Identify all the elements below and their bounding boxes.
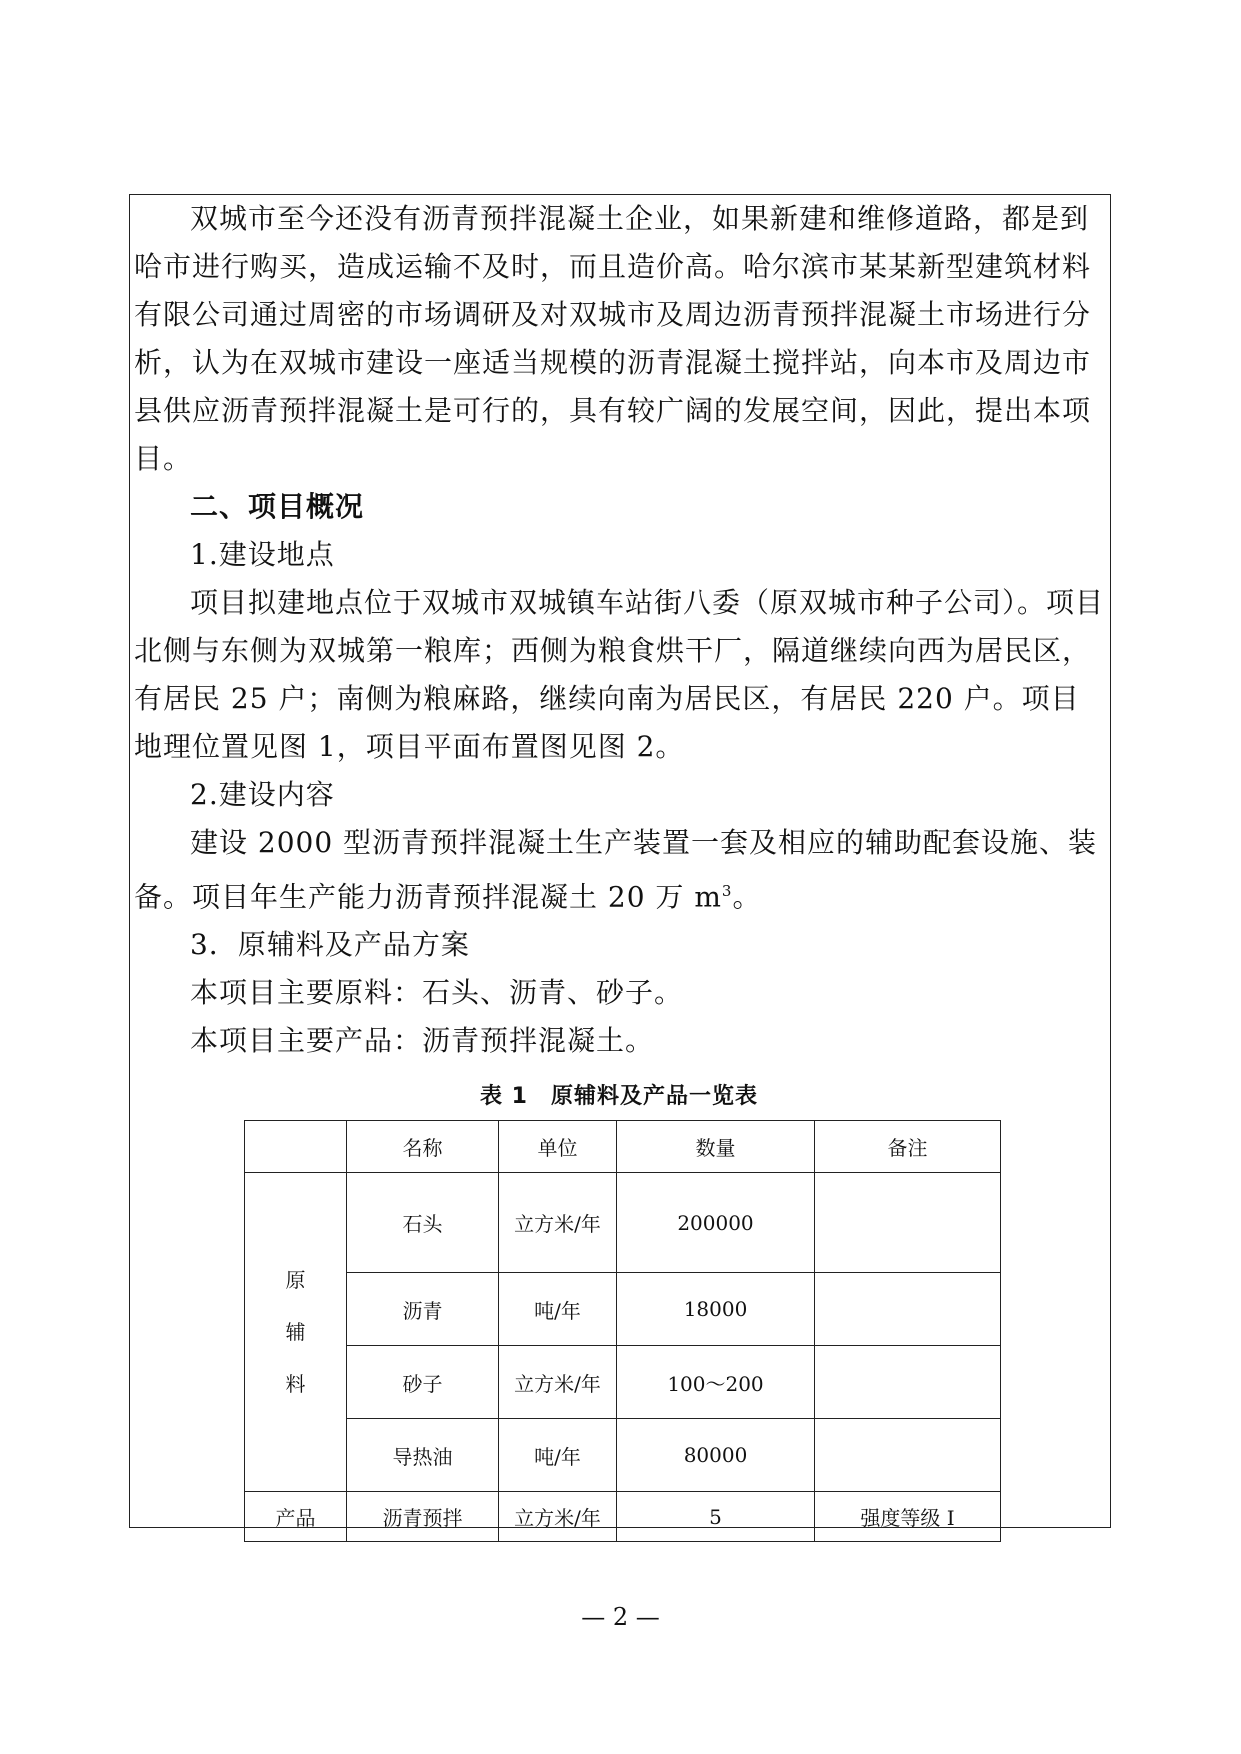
table-cell: 100～200 — [617, 1346, 815, 1419]
table-cell: 吨/年 — [499, 1273, 617, 1346]
table-caption: 表 1 原辅料及产品一览表 — [480, 1084, 758, 1110]
intro-paragraph: 双城市至今还没有沥青预拌混凝土企业，如果新建和维修道路，都是到哈市进行购买，造成运输不及时，而且造价高。哈尔滨市某某新型建筑材料有限公司通过周密的市场调研及对双城市及周边沥青预拌混凝土市场进行分析，认为在双城市建设一座适当规模的沥青混凝土搅拌站，向本市及周边市县供应沥青预拌混凝土是可行的，具有较广阔的发展空间，因此，提出本项目。 — [134, 202, 1092, 475]
table-row — [245, 1346, 1001, 1419]
table-cell: 沥青预拌 — [347, 1492, 499, 1542]
table-cell — [815, 1273, 1001, 1346]
table-cell: 5 — [617, 1492, 815, 1542]
table-cell — [815, 1173, 1001, 1273]
item3-title: 3．原辅料及产品方案 — [190, 928, 470, 962]
table-header-cell: 单位 — [499, 1121, 617, 1173]
raw-material-group-cell — [245, 1173, 347, 1492]
table-header-cell: 备注 — [815, 1121, 1001, 1173]
table-cell: 石头 — [347, 1173, 499, 1273]
products-line: 本项目主要产品：沥青预拌混凝土。 — [190, 1024, 655, 1058]
unit-superscript: 3 — [721, 882, 733, 900]
materials-table — [244, 1120, 1001, 1542]
product-row — [245, 1492, 1001, 1542]
group-char: 辅 — [285, 1320, 306, 1345]
table-cell: 砂子 — [347, 1346, 499, 1419]
table-row — [245, 1273, 1001, 1346]
table-cell: 18000 — [617, 1273, 815, 1346]
table-header-row — [245, 1121, 1001, 1173]
product-group-cell: 产品 — [245, 1492, 347, 1542]
section-heading: 二、项目概况 — [190, 490, 365, 523]
raw-materials-line: 本项目主要原料：石头、沥青、砂子。 — [190, 976, 684, 1010]
group-char: 原 — [285, 1268, 306, 1293]
table-cell: 立方米/年 — [499, 1173, 617, 1273]
page-number: — 2 — — [581, 1603, 660, 1631]
document-body — [134, 195, 1104, 1542]
table-cell: 强度等级 I — [815, 1492, 1001, 1542]
document-frame — [129, 194, 1111, 1531]
table-cell: 200000 — [617, 1173, 815, 1273]
item2-title: 2.建设内容 — [190, 778, 335, 811]
table-cell: 80000 — [617, 1419, 815, 1492]
table-cell: 沥青 — [347, 1273, 499, 1346]
item1-title: 1.建设地点 — [190, 538, 335, 571]
table-cell: 导热油 — [347, 1419, 499, 1492]
table-header-cell — [245, 1121, 347, 1173]
table-cell: 立方米/年 — [499, 1492, 617, 1542]
table-header-cell: 名称 — [347, 1121, 499, 1173]
group-char: 料 — [285, 1372, 306, 1397]
table-row — [245, 1419, 1001, 1492]
table-cell: 吨/年 — [499, 1419, 617, 1492]
table-cell: 立方米/年 — [499, 1346, 617, 1419]
item2-paragraph — [134, 819, 1104, 921]
table-header-cell: 数量 — [617, 1121, 815, 1173]
item1-paragraph: 项目拟建地点位于双城市双城镇车站街八委（原双城市种子公司）。项目北侧与东侧为双城第一粮库；西侧为粮食烘干厂，隔道继续向西为居民区，有居民 25 户；南侧为粮麻路，继续向南为居民区，有居民 220 户。项目地理位置见图 1，项目平面布置图见图 2。 — [134, 586, 1105, 763]
item2-end: 。 — [732, 880, 762, 914]
table-cell — [815, 1346, 1001, 1419]
item2-text: 建设 2000 型沥青预拌混凝土生产装置一套及相应的辅助配套设施、装备。项目年生产能力沥青预拌混凝土 20 万 m — [134, 826, 1098, 914]
table-row — [245, 1173, 1001, 1273]
table-cell — [815, 1419, 1001, 1492]
